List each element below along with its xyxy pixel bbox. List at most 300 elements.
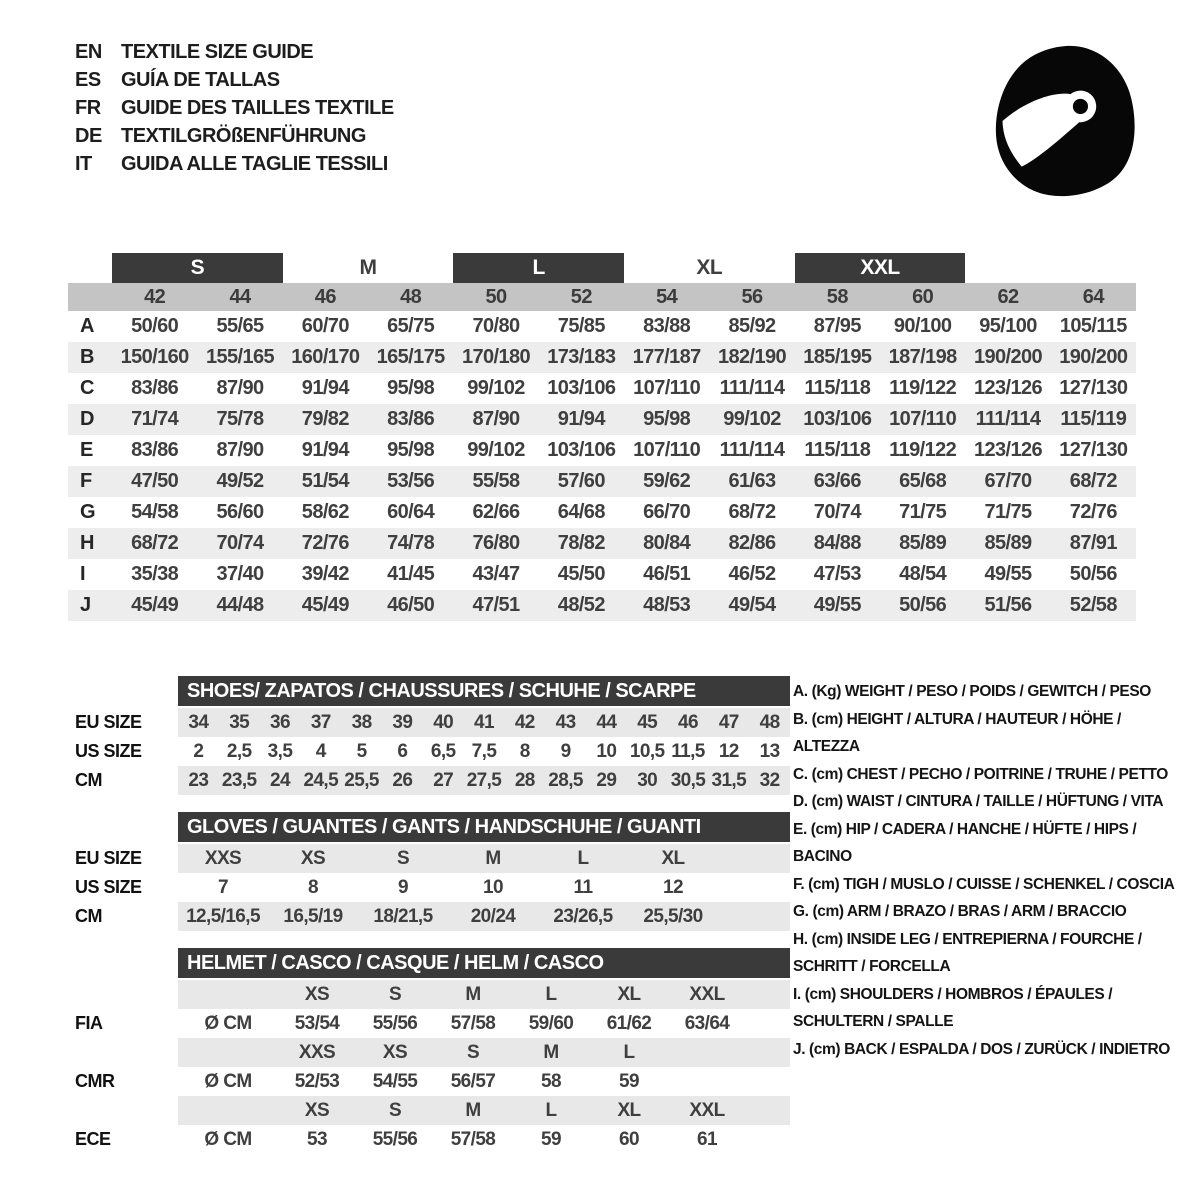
glove-size-value: XXS xyxy=(204,847,242,869)
measurement-value: 107/110 xyxy=(633,377,701,399)
shoe-size-value: 23 xyxy=(188,769,209,791)
measurement-value: 55/65 xyxy=(216,315,264,337)
helmet-size-table xyxy=(68,948,790,1154)
row-label: US SIZE xyxy=(75,741,142,761)
measurement-value: 182/190 xyxy=(717,346,787,368)
numeric-size-header: 64 xyxy=(1082,285,1104,308)
measurement-value: 51/54 xyxy=(301,470,349,492)
measurement-value: 80/84 xyxy=(643,532,691,554)
measurement-value: 83/86 xyxy=(131,439,179,461)
standard-label-cmr: CMR xyxy=(75,1071,115,1091)
language-title-line xyxy=(75,150,394,178)
measurement-value: 87/90 xyxy=(216,377,264,399)
measurement-value: 53/56 xyxy=(387,470,435,492)
language-title-line xyxy=(75,66,394,94)
shoe-size-value: 27,5 xyxy=(466,769,502,791)
helmet-fia-values-row xyxy=(68,1009,790,1038)
row-label xyxy=(68,1096,178,1125)
table-row-g xyxy=(68,497,1136,528)
row-label xyxy=(68,980,178,1009)
measurement-value: 45/49 xyxy=(131,594,179,616)
language-title-line xyxy=(75,122,394,150)
language-title-line xyxy=(75,38,394,66)
measurement-value: 150/160 xyxy=(120,346,189,368)
measurement-value: 57/60 xyxy=(557,470,605,492)
measurement-value: 65/68 xyxy=(899,470,947,492)
measurement-value: 50/60 xyxy=(131,315,179,337)
row-letter: J xyxy=(80,594,92,616)
shoe-size-value: 10 xyxy=(596,740,617,762)
glove-size-value: 18/21,5 xyxy=(373,905,433,927)
helmet-size-value: 60 xyxy=(619,1128,639,1150)
helmet-size-value: 61/62 xyxy=(606,1012,652,1034)
helmet-size-value: 55/56 xyxy=(372,1012,418,1034)
table-row-c xyxy=(68,373,1136,404)
measurement-value: 103/106 xyxy=(547,439,616,461)
measurement-value: 115/119 xyxy=(1060,408,1127,430)
size-group-header-row xyxy=(68,253,1136,283)
standard-label-fia: FIA xyxy=(75,1013,103,1033)
measurement-value: 68/72 xyxy=(131,532,179,554)
table-row-f xyxy=(68,466,1136,497)
measurement-value: 58/62 xyxy=(301,501,349,523)
measurement-value: 47/50 xyxy=(131,470,179,492)
standard-label-ece: ECE xyxy=(75,1129,111,1149)
measurement-value: 47/51 xyxy=(472,594,520,616)
measurement-value: 111/114 xyxy=(719,439,785,461)
shoe-size-value: 40 xyxy=(433,711,454,733)
measurement-value: 71/75 xyxy=(899,501,947,523)
measurement-value: 50/56 xyxy=(899,594,947,616)
measurement-value: 83/86 xyxy=(387,408,435,430)
glove-size-value: 10 xyxy=(483,876,503,898)
glove-size-value: 20/24 xyxy=(470,905,516,927)
helmet-size-value xyxy=(668,1067,746,1096)
row-letter: D xyxy=(80,408,95,430)
legend-line: A. (Kg) WEIGHT / PESO / POIDS / GEWITCH / PESO xyxy=(793,683,1151,700)
measurement-value: 85/92 xyxy=(728,315,776,337)
measurement-value: 76/80 xyxy=(472,532,520,554)
row-letter: C xyxy=(80,377,95,399)
legend-line: E. (cm) HIP / CADERA / HANCHE / HÜFTE / HIPS / BACINO xyxy=(793,820,1137,865)
helmet-fia-sizes-row xyxy=(68,980,790,1009)
shoe-size-value: 28,5 xyxy=(548,769,583,791)
measurement-value: 95/100 xyxy=(979,315,1037,337)
shoe-size-value: 29 xyxy=(596,769,617,791)
row-label xyxy=(68,1038,178,1067)
measurement-value: 64/68 xyxy=(557,501,605,523)
glove-size-value: 12,5/16,5 xyxy=(186,905,260,927)
size-group-s: S xyxy=(112,253,283,283)
helmet-size-label xyxy=(178,1096,278,1125)
helmet-size-value: Ø CM xyxy=(204,1070,252,1092)
measurement-value: 119/122 xyxy=(889,377,957,399)
shoe-size-value: 46 xyxy=(678,711,698,733)
measurement-value: 87/90 xyxy=(472,408,520,430)
measurement-value: 87/90 xyxy=(216,439,264,461)
measurement-value: 54/58 xyxy=(131,501,179,523)
numeric-size-header: 44 xyxy=(229,285,251,308)
textile-size-table xyxy=(68,253,1136,621)
shoe-size-value: 13 xyxy=(759,740,780,762)
row-label: EU SIZE xyxy=(75,848,142,868)
numeric-size-header: 46 xyxy=(314,285,336,308)
helmet-size-label: L xyxy=(545,983,557,1005)
glove-size-value: 8 xyxy=(308,876,318,898)
helmet-size-label: XXL xyxy=(689,1099,725,1121)
measurement-value: 68/72 xyxy=(728,501,776,523)
measurement-value: 45/50 xyxy=(557,563,605,585)
language-guide-title: GUIDE DES TAILLES TEXTILE xyxy=(121,96,394,119)
measurement-value: 60/70 xyxy=(301,315,349,337)
legend-line: D. (cm) WAIST / CINTURA / TAILLE / HÜFTUNG / VITA xyxy=(793,793,1164,810)
helmet-size-value: 59 xyxy=(541,1128,561,1150)
shoe-size-value: 45 xyxy=(637,711,658,733)
helmet-size-label: XS xyxy=(304,983,330,1005)
measurement-value: 71/75 xyxy=(984,501,1032,523)
gloves-size-table xyxy=(68,812,790,931)
shoe-size-value: 27 xyxy=(433,769,454,791)
measurement-value: 47/53 xyxy=(813,563,861,585)
shoe-size-value: 31,5 xyxy=(711,769,747,791)
table-row-i xyxy=(68,559,1136,590)
measurement-value: 70/74 xyxy=(813,501,861,523)
measurement-value: 91/94 xyxy=(557,408,605,430)
measurement-value: 41/45 xyxy=(387,563,435,585)
helmet-size-value: 54/55 xyxy=(372,1070,418,1092)
helmet-cmr-values-row xyxy=(68,1067,790,1096)
glove-size-value: 25,5/30 xyxy=(643,905,703,927)
helmet-size-value: 52/53 xyxy=(294,1070,340,1092)
shoes-cm-row xyxy=(68,766,790,795)
measurement-value: 35/38 xyxy=(131,563,179,585)
measurement-value: 59/62 xyxy=(643,470,691,492)
measurement-value: 72/76 xyxy=(1069,501,1117,523)
measurement-value: 127/130 xyxy=(1059,377,1128,399)
measurement-value: 39/42 xyxy=(301,563,349,585)
glove-size-value: L xyxy=(577,847,589,869)
measurement-value: 79/82 xyxy=(301,408,349,430)
legend-line: C. (cm) CHEST / PECHO / POITRINE / TRUHE / PETTO xyxy=(793,765,1168,783)
measurement-value: 85/89 xyxy=(984,532,1032,554)
measurement-value: 95/98 xyxy=(387,377,435,399)
measurement-value: 56/60 xyxy=(216,501,264,523)
numeric-size-header: 48 xyxy=(400,285,422,308)
measurement-value: 160/170 xyxy=(291,346,360,368)
glove-size-value: XL xyxy=(661,847,685,869)
measurement-value: 68/72 xyxy=(1069,470,1117,492)
helmet-size-label: XL xyxy=(617,1099,641,1121)
numeric-size-header: 42 xyxy=(144,285,166,308)
measurement-value: 49/55 xyxy=(984,563,1032,585)
measurement-value: 87/95 xyxy=(813,315,861,337)
glove-size-value: 7 xyxy=(218,876,228,898)
measurement-value: 65/75 xyxy=(387,315,435,337)
measurement-value: 84/88 xyxy=(813,532,861,554)
row-label: CM xyxy=(75,770,102,790)
language-code: ES xyxy=(75,68,101,91)
measurement-value: 119/122 xyxy=(889,439,957,461)
language-title-line xyxy=(75,94,394,122)
shoe-size-value: 3,5 xyxy=(267,740,293,762)
measurement-value: 83/88 xyxy=(643,315,691,337)
shoe-size-value: 48 xyxy=(759,711,780,733)
helmet-size-value: Ø CM xyxy=(204,1012,252,1034)
measurement-value: 87/91 xyxy=(1069,532,1117,554)
glove-size-value: 23/26,5 xyxy=(553,905,613,927)
measurement-value: 46/51 xyxy=(643,563,691,585)
measurement-value: 91/94 xyxy=(301,439,349,461)
racing-helmet-icon xyxy=(982,32,1140,204)
table-row-d xyxy=(68,404,1136,435)
helmet-section-title: HELMET / CASCO / CASQUE / HELM / CASCO xyxy=(178,948,790,978)
legend-line: F. (cm) TIGH / MUSLO / CUISSE / SCHENKEL / COSCIA xyxy=(793,875,1175,893)
measurement-value: 63/66 xyxy=(813,470,861,492)
shoe-size-value: 6,5 xyxy=(430,740,456,762)
measurement-value: 103/106 xyxy=(803,408,872,430)
measurement-value: 49/54 xyxy=(728,594,776,616)
measurement-value: 91/94 xyxy=(301,377,349,399)
glove-size-value: 12 xyxy=(663,876,683,898)
shoe-size-value: 25,5 xyxy=(344,769,379,791)
numeric-size-header: 54 xyxy=(656,285,678,308)
row-letter: E xyxy=(80,439,94,461)
shoe-size-value: 36 xyxy=(270,711,290,733)
shoe-size-value: 35 xyxy=(229,711,250,733)
language-guide-title: GUÍA DE TALLAS xyxy=(121,68,280,91)
table-row-b xyxy=(68,342,1136,373)
measurement-value: 99/102 xyxy=(723,408,781,430)
shoe-size-value: 28 xyxy=(514,769,535,791)
shoe-size-value: 6 xyxy=(397,740,408,762)
row-letter: H xyxy=(80,532,95,554)
shoe-size-value: 38 xyxy=(351,711,372,733)
measurement-value: 111/114 xyxy=(719,377,785,399)
measurement-value: 67/70 xyxy=(984,470,1032,492)
measurement-value: 187/198 xyxy=(888,346,957,368)
row-letter: I xyxy=(80,563,86,585)
helmet-size-label: XL xyxy=(617,983,641,1005)
legend-line: J. (cm) BACK / ESPALDA / DOS / ZURÜCK / INDIETRO xyxy=(793,1040,1170,1058)
measurement-value: 37/40 xyxy=(216,563,264,585)
measurement-value: 74/78 xyxy=(387,532,435,554)
glove-size-value: 9 xyxy=(398,876,408,898)
shoe-size-value: 12 xyxy=(718,740,739,762)
numeric-size-header: 50 xyxy=(485,285,507,308)
legend-line: B. (cm) HEIGHT / ALTURA / HAUTEUR / HÖHE / ALTEZZA xyxy=(793,710,1121,755)
size-group-xxl: XXL xyxy=(795,253,966,283)
measurement-value: 155/165 xyxy=(205,346,275,368)
shoe-size-value: 30,5 xyxy=(670,769,706,791)
helmet-size-label xyxy=(178,1038,278,1067)
helmet-size-label xyxy=(178,980,278,1009)
shoe-size-value: 34 xyxy=(188,711,209,733)
numeric-size-header: 56 xyxy=(741,285,763,308)
measurement-value: 52/58 xyxy=(1069,594,1117,616)
measurement-value: 46/50 xyxy=(387,594,435,616)
shoe-size-value: 30 xyxy=(637,769,658,791)
helmet-size-label: L xyxy=(545,1099,557,1121)
helmet-ece-sizes-row xyxy=(68,1096,790,1125)
measurement-value: 123/126 xyxy=(973,377,1043,399)
shoe-size-value: 9 xyxy=(560,740,571,762)
measurement-value: 48/54 xyxy=(899,563,947,585)
measurement-rows xyxy=(68,311,1136,621)
measurement-value: 55/58 xyxy=(472,470,520,492)
corner-spacer xyxy=(68,283,112,311)
measurement-value: 82/86 xyxy=(728,532,776,554)
helmet-size-label: L xyxy=(623,1041,635,1063)
measurement-value: 78/82 xyxy=(557,532,605,554)
language-guide-title: GUIDA ALLE TAGLIE TESSILI xyxy=(121,152,388,175)
helmet-size-value: 61 xyxy=(697,1128,717,1150)
helmet-size-label: XXL xyxy=(689,983,725,1005)
measurement-value: 115/118 xyxy=(804,439,871,461)
measurement-value: 185/195 xyxy=(803,346,872,368)
shoe-size-value: 47 xyxy=(718,711,739,733)
numeric-size-header: 62 xyxy=(997,285,1019,308)
row-label: CM xyxy=(75,906,102,926)
helmet-size-value: Ø CM xyxy=(204,1128,252,1150)
row-letter: B xyxy=(80,346,95,368)
size-group-m: M xyxy=(359,256,377,279)
measurement-value: 61/63 xyxy=(728,470,776,492)
shoe-size-value: 41 xyxy=(474,711,494,733)
helmet-size-label: S xyxy=(388,983,402,1005)
measurement-value: 48/53 xyxy=(643,594,691,616)
shoe-size-value: 5 xyxy=(356,740,367,762)
helmet-size-value: 56/57 xyxy=(450,1070,496,1092)
shoe-size-value: 23,5 xyxy=(221,769,257,791)
measurement-value: 49/55 xyxy=(813,594,861,616)
measurement-value: 72/76 xyxy=(301,532,349,554)
measurement-value: 60/64 xyxy=(387,501,435,523)
measurement-value: 46/52 xyxy=(728,563,776,585)
helmet-size-value: 58 xyxy=(541,1070,561,1092)
helmet-size-value: 55/56 xyxy=(372,1128,418,1150)
shoe-size-value: 24 xyxy=(270,769,290,791)
gloves-section-title: GLOVES / GUANTES / GANTS / HANDSCHUHE / GUANTI xyxy=(178,812,790,842)
measurement-value: 165/175 xyxy=(376,346,445,368)
legend-line: H. (cm) INSIDE LEG / ENTREPIERNA / FOURCHE / SCHRITT / FORCELLA xyxy=(793,930,1142,975)
measurement-value: 44/48 xyxy=(216,594,264,616)
shoe-size-value: 44 xyxy=(596,711,617,733)
measurement-value: 170/180 xyxy=(461,346,531,368)
measurement-value: 45/49 xyxy=(301,594,349,616)
shoe-size-value: 32 xyxy=(759,769,780,791)
measurement-value: 75/85 xyxy=(557,315,605,337)
measurement-value: 111/114 xyxy=(975,408,1041,430)
helmet-size-value: 59 xyxy=(619,1070,639,1092)
measurement-value: 66/70 xyxy=(643,501,691,523)
measurement-value: 99/102 xyxy=(467,377,525,399)
measurement-value: 107/110 xyxy=(633,439,701,461)
shoes-section-title: SHOES/ ZAPATOS / CHAUSSURES / SCHUHE / SCARPE xyxy=(178,676,790,706)
helmet-size-value: 57/58 xyxy=(450,1012,496,1034)
measurement-value: 173/183 xyxy=(547,346,616,368)
language-code: IT xyxy=(75,152,92,175)
shoe-size-value: 2 xyxy=(193,740,204,762)
table-row-h xyxy=(68,528,1136,559)
helmet-size-label: XXS xyxy=(298,1041,336,1063)
helmet-size-label: XS xyxy=(304,1099,330,1121)
row-label: EU SIZE xyxy=(75,712,142,732)
shoes-eu-row xyxy=(68,708,790,737)
shoe-size-value: 2,5 xyxy=(226,740,252,762)
helmet-size-label: M xyxy=(465,983,481,1005)
measurement-value: 177/187 xyxy=(632,346,701,368)
helmet-ece-values-row xyxy=(68,1125,790,1154)
language-code: EN xyxy=(75,40,102,63)
shoe-size-value: 8 xyxy=(519,740,530,762)
language-code: DE xyxy=(75,124,102,147)
measurement-value: 62/66 xyxy=(472,501,520,523)
size-group-l: L xyxy=(453,253,624,283)
shoe-size-value: 39 xyxy=(392,711,413,733)
shoe-size-value: 10,5 xyxy=(629,740,665,762)
row-letter: G xyxy=(80,501,96,523)
numeric-size-header-row xyxy=(68,283,1136,311)
size-group-xl: XL xyxy=(696,256,723,279)
measurement-value: 51/56 xyxy=(984,594,1032,616)
measurement-value: 190/200 xyxy=(973,346,1043,368)
measurement-value: 105/115 xyxy=(1059,315,1127,337)
measurement-value: 123/126 xyxy=(973,439,1043,461)
measurement-value: 70/74 xyxy=(216,532,264,554)
measurement-value: 75/78 xyxy=(216,408,264,430)
shoe-size-value: 11,5 xyxy=(671,740,705,762)
legend-line: I. (cm) SHOULDERS / HOMBROS / ÉPAULES / SCHULTERN / SPALLE xyxy=(793,985,1113,1030)
measurement-value: 49/52 xyxy=(216,470,264,492)
table-row-e xyxy=(68,435,1136,466)
measurement-value: 50/56 xyxy=(1069,563,1117,585)
table-row-a xyxy=(68,311,1136,342)
measurement-value: 83/86 xyxy=(131,377,179,399)
measurement-value: 43/47 xyxy=(472,563,520,585)
shoe-size-value: 4 xyxy=(315,740,326,762)
shoe-size-value: 26 xyxy=(392,769,413,791)
helmet-size-value: 63/64 xyxy=(684,1012,730,1034)
shoe-size-value: 7,5 xyxy=(471,740,497,762)
shoes-us-row xyxy=(68,737,790,766)
measurement-value: 103/106 xyxy=(547,377,616,399)
legend-line: G. (cm) ARM / BRAZO / BRAS / ARM / BRACCIO xyxy=(793,903,1127,920)
glove-size-value: 16,5/19 xyxy=(283,905,343,927)
shoes-size-table xyxy=(68,676,790,795)
helmet-size-label: M xyxy=(543,1041,559,1063)
row-letter: A xyxy=(80,315,95,337)
shoe-size-value: 42 xyxy=(514,711,535,733)
glove-size-value: 11 xyxy=(573,876,593,898)
shoe-size-value: 43 xyxy=(555,711,576,733)
measurement-value: 95/98 xyxy=(387,439,435,461)
glove-size-value: M xyxy=(485,847,501,869)
helmet-size-label xyxy=(668,1038,746,1067)
measurement-value: 95/98 xyxy=(643,408,691,430)
gloves-eu-row xyxy=(68,844,790,873)
helmet-size-label: S xyxy=(388,1099,402,1121)
language-title-list xyxy=(75,38,394,178)
language-guide-title: TEXTILGRÖßENFÜHRUNG xyxy=(121,124,366,147)
measurement-value: 107/110 xyxy=(889,408,957,430)
row-letter: F xyxy=(80,470,93,492)
measurement-value: 85/89 xyxy=(899,532,947,554)
gloves-cm-row xyxy=(68,902,790,931)
measurement-value: 127/130 xyxy=(1059,439,1128,461)
helmet-size-value: 57/58 xyxy=(450,1128,496,1150)
glove-size-value: XS xyxy=(300,847,326,869)
shoe-size-value: 37 xyxy=(310,711,331,733)
